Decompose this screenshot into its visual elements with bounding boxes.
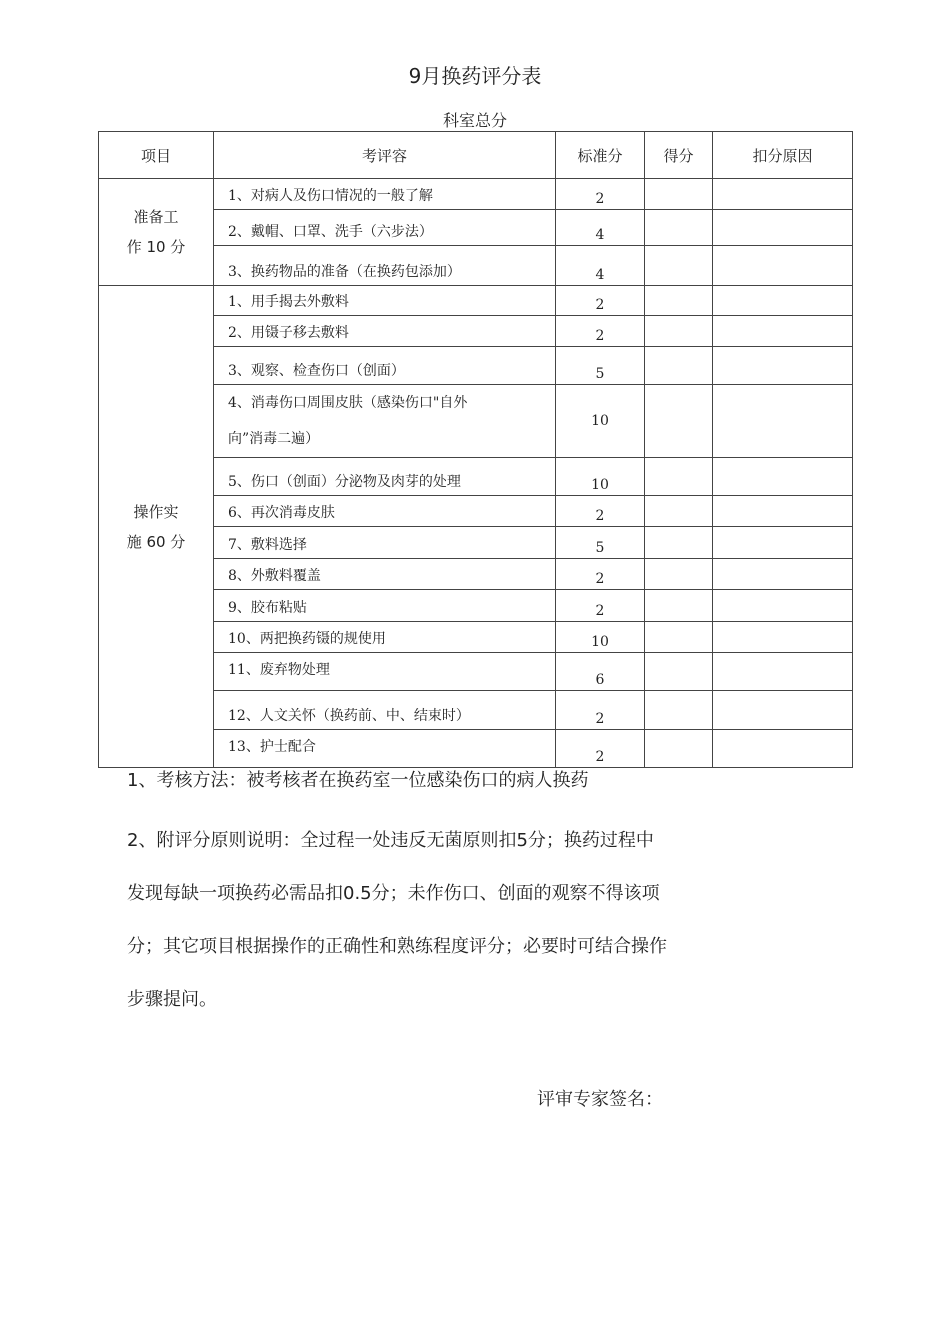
item-text: 2、戴帽、口罩、洗手（六步法） [214,210,556,246]
item-text: 5、伤口（创面）分泌物及肉芽的处理 [214,458,556,496]
deduction-reason-cell[interactable] [713,246,853,286]
item-text: 8、外敷料覆盖 [214,559,556,590]
header-standard-score: 标准分 [556,132,645,179]
item-text: 1、对病人及伤口情况的一般了解 [214,179,556,210]
deduction-reason-cell[interactable] [713,210,853,246]
score-cell[interactable] [645,622,713,653]
standard-score: 10 [556,622,645,653]
standard-score: 5 [556,347,645,385]
header-content: 考评容 [214,132,556,179]
item-text: 13、护士配合 [214,730,556,768]
deduction-reason-cell[interactable] [713,347,853,385]
standard-score: 4 [556,210,645,246]
category-preparation: 准备工 作 10 分 [99,179,214,286]
score-cell[interactable] [645,653,713,691]
header-item: 项目 [99,132,214,179]
score-cell[interactable] [645,385,713,458]
score-cell[interactable] [645,496,713,527]
standard-score: 2 [556,559,645,590]
item-text: 1、用手揭去外敷料 [214,286,556,316]
item-text: 2、用镊子移去敷料 [214,316,556,347]
item-text: 7、敷料选择 [214,527,556,559]
header-deduction-reason: 扣分原因 [713,132,853,179]
score-cell[interactable] [645,316,713,347]
scoring-table [98,131,853,768]
standard-score: 10 [556,458,645,496]
standard-score: 2 [556,730,645,768]
score-cell[interactable] [645,179,713,210]
standard-score: 2 [556,179,645,210]
page-title: 9月换药评分表 [408,64,542,88]
deduction-reason-cell[interactable] [713,458,853,496]
assessment-method-note: 1、考核方法：被考核者在换药室一位感染伤口的病人换药 [127,770,589,791]
deduction-reason-cell[interactable] [713,559,853,590]
deduction-reason-cell[interactable] [713,691,853,730]
score-cell[interactable] [645,458,713,496]
item-text: 9、胶布粘贴 [214,590,556,622]
deduction-reason-cell[interactable] [713,622,853,653]
item-text: 10、两把换药镊的规使用 [214,622,556,653]
department-total-label: 科室总分 [442,111,507,130]
score-cell[interactable] [645,347,713,385]
standard-score: 2 [556,590,645,622]
standard-score: 2 [556,316,645,347]
standard-score: 4 [556,246,645,286]
table-row [99,286,853,316]
header-score: 得分 [645,132,713,179]
score-cell[interactable] [645,210,713,246]
standard-score: 2 [556,286,645,316]
score-cell[interactable] [645,691,713,730]
deduction-reason-cell[interactable] [713,316,853,347]
category-operation: 操作实 施 60 分 [99,286,214,768]
deduction-reason-cell[interactable] [713,527,853,559]
scoring-rule-line: 2、附评分原则说明：全过程一处违反无菌原则扣5分；换药过程中 [127,830,654,851]
score-cell[interactable] [645,590,713,622]
deduction-reason-cell[interactable] [713,590,853,622]
scoring-rule-line: 步骤提问。 [127,989,217,1010]
score-cell[interactable] [645,559,713,590]
standard-score: 2 [556,691,645,730]
scoring-rule-line: 发现每缺一项换药必需品扣0.5分；未作伤口、创面的观察不得该项 [127,883,660,904]
item-text: 4、消毒伤口周围皮肤（感染伤口"自外 向”消毒二遍） [214,385,556,458]
table-row [99,179,853,210]
item-text: 12、人文关怀（换药前、中、结束时） [214,691,556,730]
deduction-reason-cell[interactable] [713,286,853,316]
deduction-reason-cell[interactable] [713,179,853,210]
score-cell[interactable] [645,246,713,286]
deduction-reason-cell[interactable] [713,385,853,458]
assessment-notes [127,762,787,1026]
item-text: 3、换药物品的准备（在换药包添加） [214,246,556,286]
score-cell[interactable] [645,527,713,559]
score-cell[interactable] [645,286,713,316]
item-text: 11、废弃物处理 [214,653,556,691]
standard-score: 10 [556,385,645,458]
standard-score: 5 [556,527,645,559]
item-text: 3、观察、检查伤口（创面） [214,347,556,385]
deduction-reason-cell[interactable] [713,496,853,527]
standard-score: 2 [556,496,645,527]
deduction-reason-cell[interactable] [713,653,853,691]
table-header-row [99,132,853,179]
reviewer-signature-label: 评审专家签名： [537,1089,663,1110]
item-text: 6、再次消毒皮肤 [214,496,556,527]
standard-score: 6 [556,653,645,691]
scoring-rule-line: 分；其它项目根据操作的正确性和熟练程度评分；必要时可结合操作 [127,936,667,957]
